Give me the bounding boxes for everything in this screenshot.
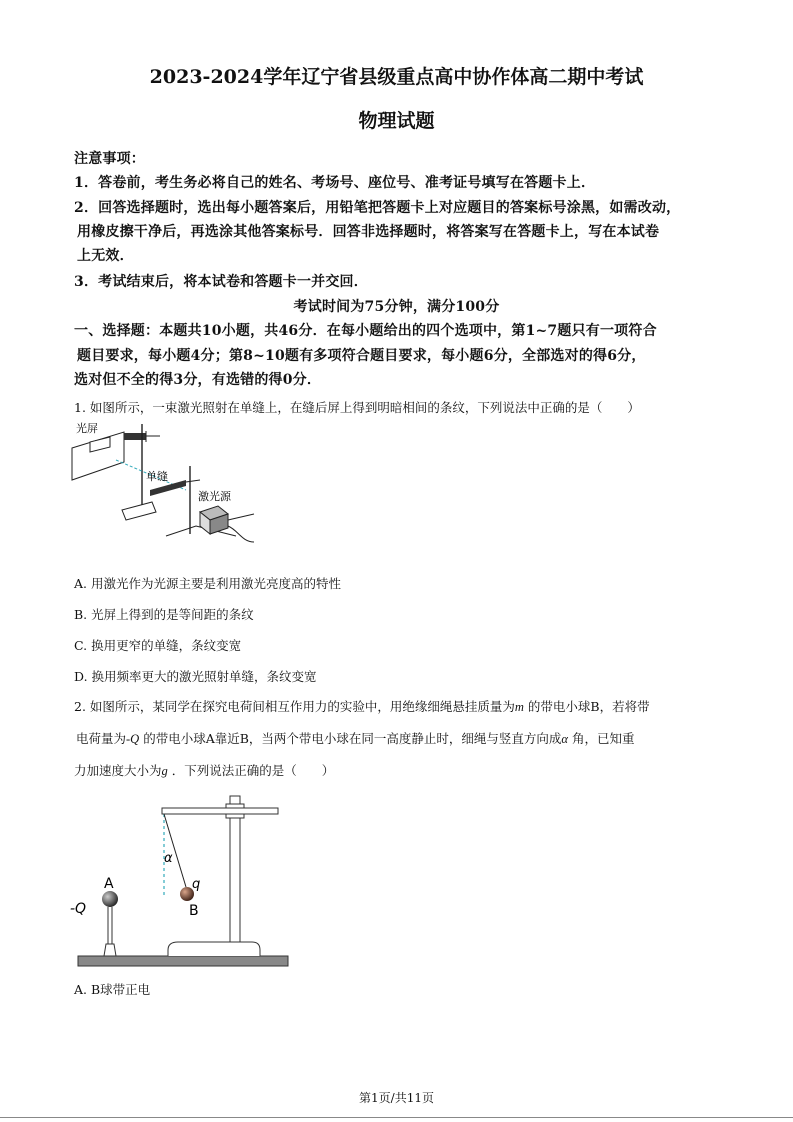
notice-item-1: 1．答卷前，考生务必将自己的姓名、考场号、座位号、准考证号填写在答题卡上． [74, 175, 596, 191]
insulating-base [104, 944, 116, 956]
question-2-option-a[interactable]: A. B球带正电 [74, 982, 151, 997]
notice-item-2-line-2: 用橡皮擦干净后，再选涂其他答案标号．回答非选择题时，将答案写在答题卡上，写在本试卷 [77, 224, 660, 240]
question-1-option-d[interactable]: D. 换用频率更大的激光照射单缝，条纹变宽 [74, 669, 317, 684]
section-1-line-1: 一、选择题：本题共10小题，共46分．在每小题给出的四个选项中，第1~7题只有一项符合 [74, 323, 657, 339]
section-1-line-2: 题目要求，每小题4分；第8~10题有多项符合题目要求，每小题6分，全部选对的得6分， [77, 348, 646, 364]
notice-item-2-line-3: 上无效． [77, 248, 134, 264]
question-1-stem: 1. 如图所示，一束激光照射在单缝上，在缝后屏上得到明暗相间的条纹，下列说法中正确的是（ ） [74, 400, 640, 415]
slit-label: 单缝 [146, 470, 168, 483]
question-1-option-b[interactable]: B. 光屏上得到的是等间距的条纹 [74, 607, 254, 622]
ball-b-label: B [189, 903, 199, 919]
question-2-stem-line-2: 电荷量为-Q 的带电小球A靠近B，当两个带电小球在同一高度静止时，细绳与竖直方向成α 角，已知重 [76, 731, 635, 746]
symbol-m: m [514, 700, 524, 714]
charge-q-label: q [192, 877, 201, 892]
notice-item-2-line-1: 2．回答选择题时，选出每小题答案后，用铅笔把答题卡上对应题目的答案标号涂黑，如需改动， [74, 200, 681, 216]
notice-item-3: 3．考试结束后，将本试卷和答题卡一并交回． [74, 274, 368, 290]
stand-arm [162, 808, 278, 814]
symbol-alpha: α [561, 732, 568, 746]
notice-heading: 注意事项： [74, 151, 145, 167]
alpha-label: α [164, 851, 173, 866]
exam-info: 考试时间为75分钟，满分100分 [293, 299, 500, 315]
question-2-stem-line-1: 2. 如图所示，某同学在探究电荷间相互作用力的实验中，用绝缘细绳悬挂质量为m 的带电小球B，若将带 [74, 699, 650, 714]
laser-label: 激光源 [198, 490, 231, 503]
charge-neg-q-label: -Q [70, 901, 87, 917]
question-2-stem-line-3: 力加速度大小为g ．下列说法正确的是（ ） [74, 763, 335, 778]
single-slit-diffraction-figure [66, 418, 266, 552]
screen-label: 光屏 [76, 422, 98, 435]
exam-title: 2023-2024学年辽宁省县级重点高中协作体高二期中考试 [149, 66, 644, 88]
light-screen [72, 432, 124, 480]
footer-rule [0, 1117, 793, 1118]
question-1-option-c[interactable]: C. 换用更窄的单缝，条纹变宽 [74, 638, 242, 653]
laser-cable [228, 526, 254, 542]
symbol-g: g [161, 764, 168, 778]
coulomb-force-figure [66, 790, 292, 970]
stand-1-base [122, 502, 156, 520]
ball-a [102, 891, 118, 907]
stand-base [168, 942, 260, 956]
symbol-neg-q: -Q [126, 732, 140, 746]
ball-a-label: A [104, 876, 114, 892]
question-1-option-a[interactable]: A. 用激光作为光源主要是利用激光亮度高的特性 [74, 576, 341, 591]
exam-subtitle: 物理试题 [358, 110, 435, 132]
page-number: 第1页/共11页 [359, 1091, 434, 1105]
table-top [78, 956, 288, 966]
section-1-line-3: 选对但不全的得3分，有选错的得0分． [74, 372, 322, 388]
